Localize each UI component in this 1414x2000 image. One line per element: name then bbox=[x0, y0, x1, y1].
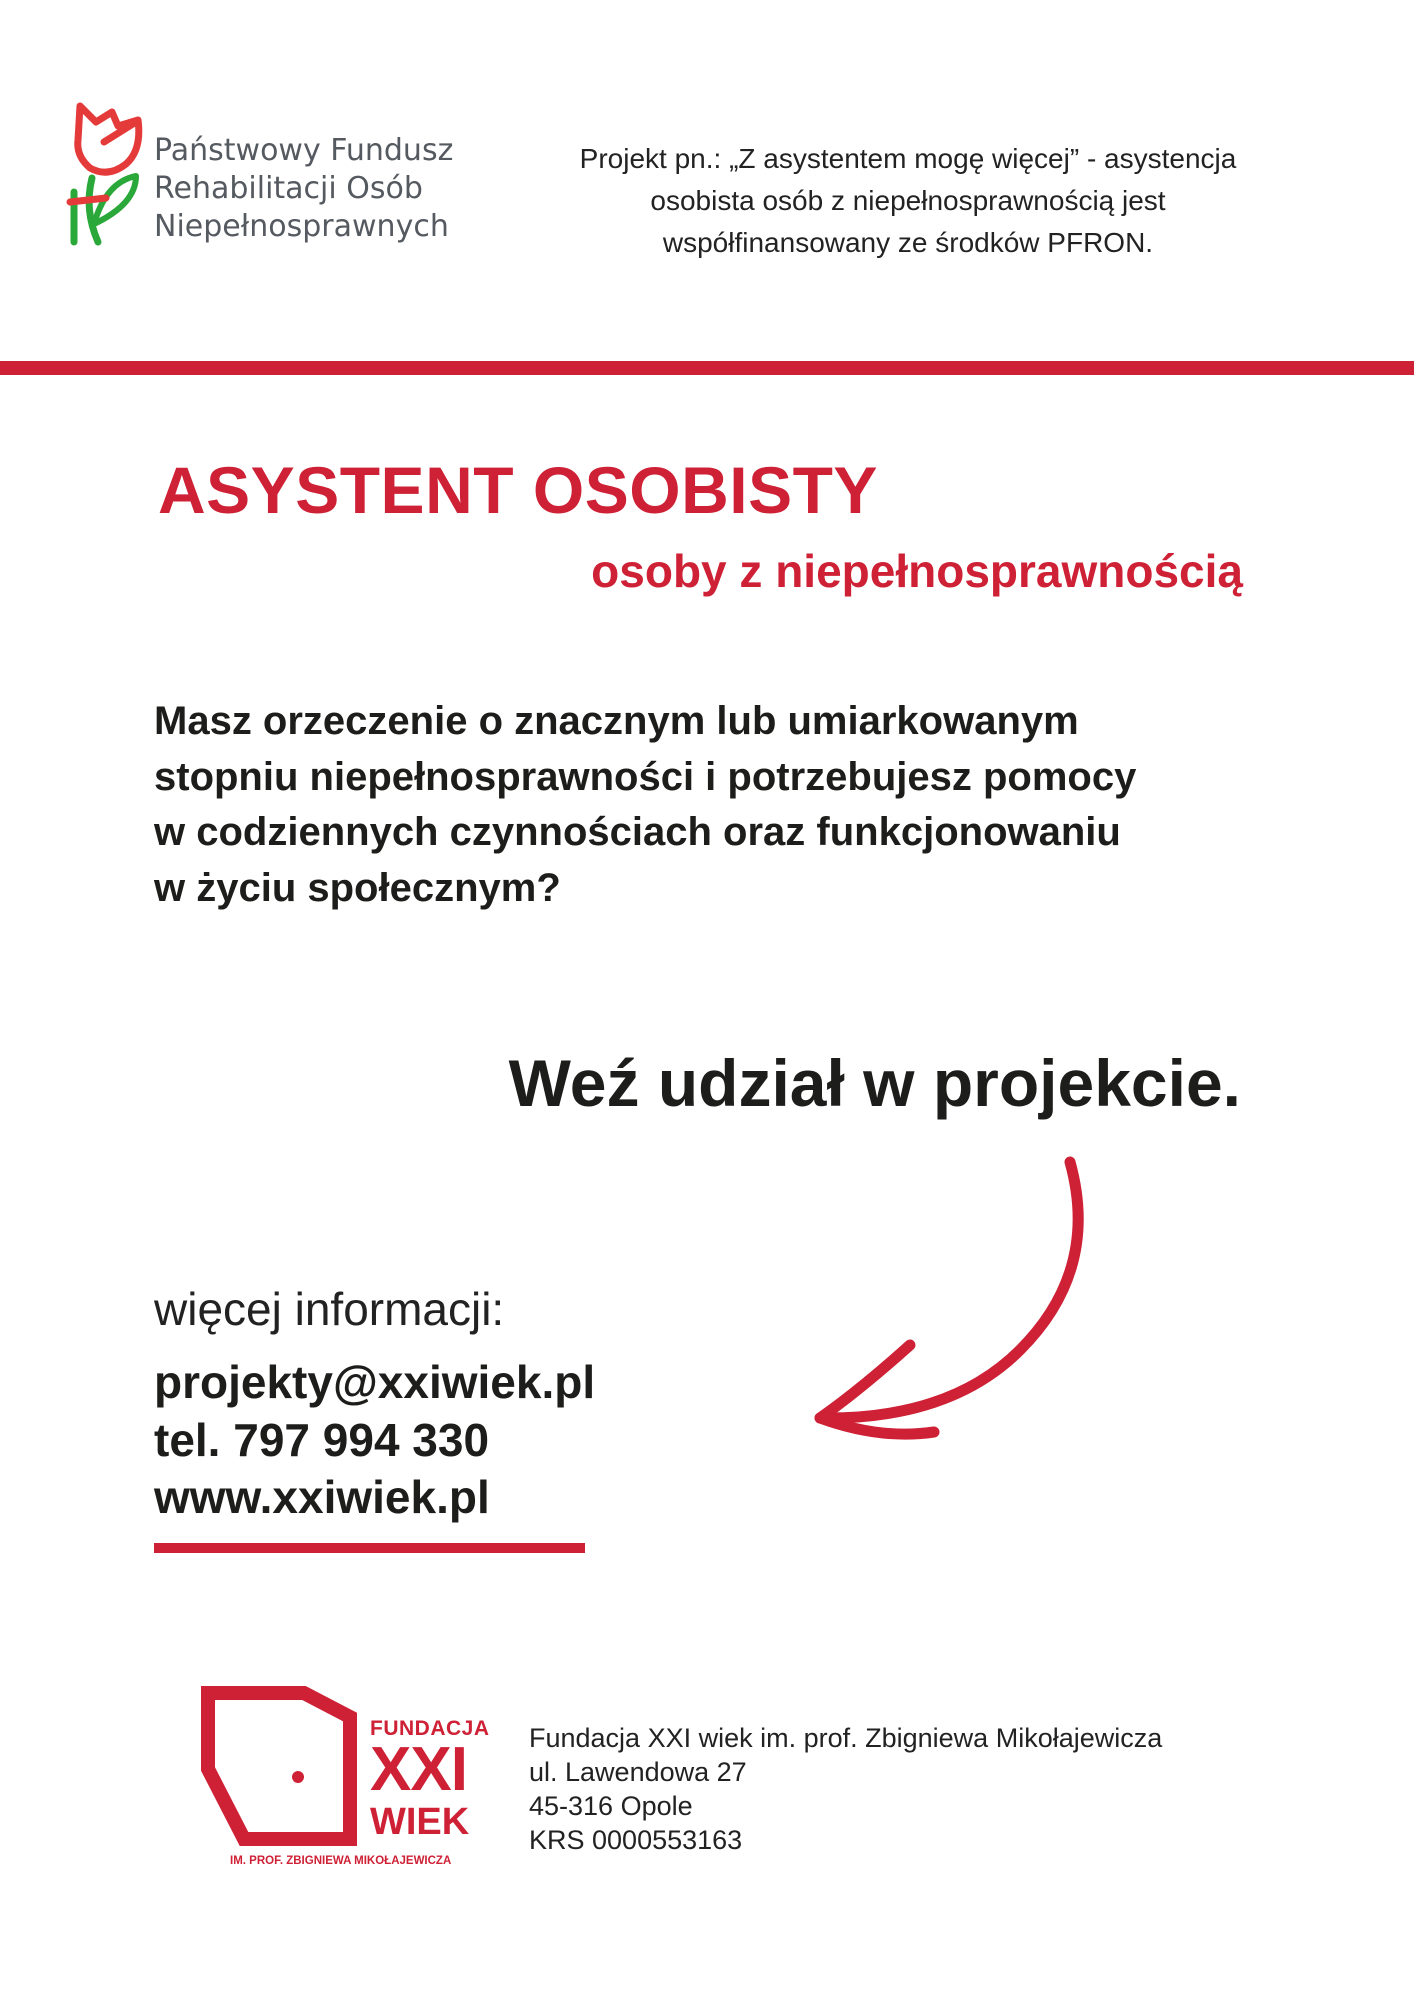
question-line: w codziennych czynnościach oraz funkcjonowaniu bbox=[154, 810, 1121, 854]
contact-website[interactable]: www.xxiwiek.pl bbox=[154, 1471, 490, 1523]
project-info bbox=[480, 138, 1336, 264]
pfron-name bbox=[154, 132, 453, 246]
contact-underline bbox=[154, 1543, 585, 1553]
question-paragraph bbox=[154, 694, 1136, 916]
pfron-tulip-logo bbox=[66, 100, 146, 248]
address-line: ul. Lawendowa 27 bbox=[529, 1757, 747, 1787]
pfron-name-line: Rehabilitacji Osób bbox=[154, 171, 423, 206]
project-info-line: Projekt pn.: „Z asystentem mogę więcej” - asystencja bbox=[579, 143, 1237, 174]
fundacja-logo-shape bbox=[200, 1685, 360, 1847]
contact-phone[interactable]: tel. 797 994 330 bbox=[154, 1413, 490, 1466]
question-line: stopniu niepełnosprawności i potrzebujesz pomocy bbox=[154, 754, 1137, 799]
curved-arrow-icon bbox=[800, 1150, 1100, 1450]
fundacja-logo-top: FUNDACJA bbox=[370, 1717, 490, 1740]
address-line: KRS 0000553163 bbox=[529, 1825, 743, 1855]
question-line: w życiu społecznym? bbox=[154, 865, 561, 910]
pfron-name-line: Niepełnosprawnych bbox=[154, 209, 449, 244]
project-info-line: osobista osób z niepełnosprawnością jest bbox=[650, 185, 1166, 216]
fundacja-logo-patron: IM. PROF. ZBIGNIEWA MIKOŁAJEWICZA bbox=[230, 1855, 452, 1867]
fundacja-logo bbox=[200, 1685, 500, 1875]
fundacja-logo-wiek: WIEK bbox=[370, 1801, 470, 1843]
address-line: Fundacja XXI wiek im. prof. Zbigniewa Mikołajewicza bbox=[529, 1723, 1163, 1753]
header-divider bbox=[0, 361, 1414, 375]
call-to-action: Weź udział w projekcie. bbox=[508, 1046, 1241, 1120]
foundation-address bbox=[529, 1721, 1162, 1857]
page-title: ASYSTENT OSOBISTY bbox=[158, 453, 878, 527]
more-info-label: więcej informacji: bbox=[154, 1283, 505, 1335]
project-info-line: współfinansowany ze środków PFRON. bbox=[662, 227, 1154, 258]
contact-email[interactable]: projekty@xxiwiek.pl bbox=[154, 1356, 596, 1408]
address-line: 45-316 Opole bbox=[529, 1791, 693, 1821]
question-line: Masz orzeczenie o znacznym lub umiarkowanym bbox=[154, 699, 1079, 743]
page-subtitle: osoby z niepełnosprawnością bbox=[591, 545, 1243, 597]
contact-details bbox=[154, 1354, 595, 1527]
fundacja-logo-xxi: XXI bbox=[370, 1735, 467, 1804]
pfron-name-line: Państwowy Fundusz bbox=[154, 133, 454, 168]
